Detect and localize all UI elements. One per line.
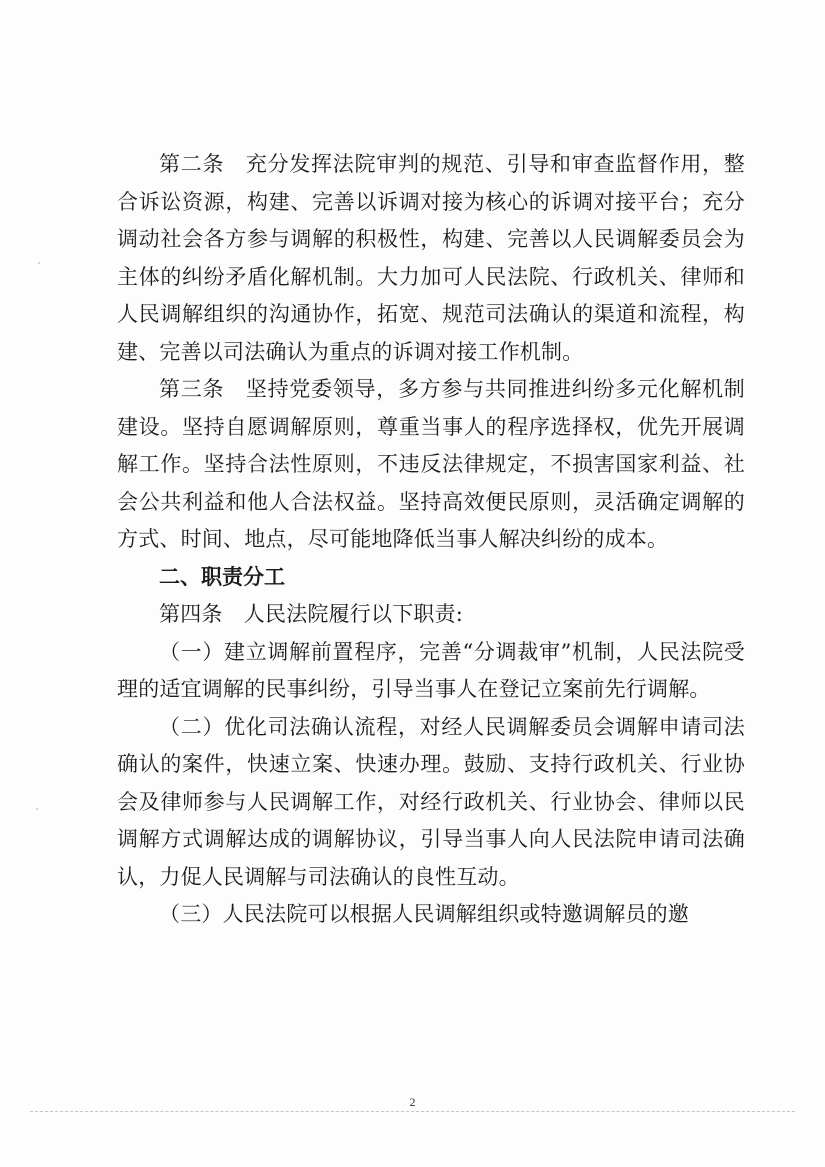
scan-speck [38, 262, 40, 264]
bottom-edge-line [30, 1111, 795, 1112]
clause-3-paragraph: （三）人民法院可以根据人民调解组织或特邀调解员的邀 [159, 902, 689, 926]
clause-1-paragraph: （一）建立调解前置程序，完善“分调裁审”机制，人民法院受理的适宜调解的民事纠纷，引导当事人在登记立案前先行调解。 [117, 639, 745, 701]
page-number: 2 [409, 1095, 416, 1109]
scan-speck [36, 808, 38, 810]
article-2-paragraph: 第二条 充分发挥法院审判的规范、引导和审查监督作用，整合诉讼资源，构建、完善以诉调对接为核心的诉调对接平台；充分调动社会各方参与调解的积极性，构建、完善以人民调解委员会为主体的纠纷矛盾化解机制。大力加可人民法院、行政机关、律师和人民调解组织的沟通协作，拓宽、规范司法确认的渠道和流程，构建、完善以司法确认为重点的诉调对接工作机制。 [117, 152, 745, 364]
section-heading-duties: 二、职责分工 [159, 564, 285, 589]
document-body [117, 146, 745, 934]
article-3-paragraph: 第三条 坚持党委领导，多方参与共同推进纠纷多元化解机制建设。坚持自愿调解原则，尊重当事人的程序选择权，优先开展调解工作。坚持合法性原则，不违反法律规定，不损害国家利益、社会公共利益和他人合法权益。坚持高效便民原则，灵活确定调解的方式、时间、地点，尽可能地降低当事人解决纠纷的成本。 [117, 377, 745, 551]
clause-2-paragraph: （二）优化司法确认流程，对经人民调解委员会调解申请司法确认的案件，快速立案、快速办理。鼓励、支持行政机关、行业协会及律师参与人民调解工作，对经行政机关、行业协会、律师以民调解方式调解达成的调解协议，引导当事人向人民法院申请司法确认，力促人民调解与司法确认的良性互动。 [117, 714, 745, 889]
article-4-paragraph: 第四条 人民法院履行以下职责: [159, 602, 464, 626]
